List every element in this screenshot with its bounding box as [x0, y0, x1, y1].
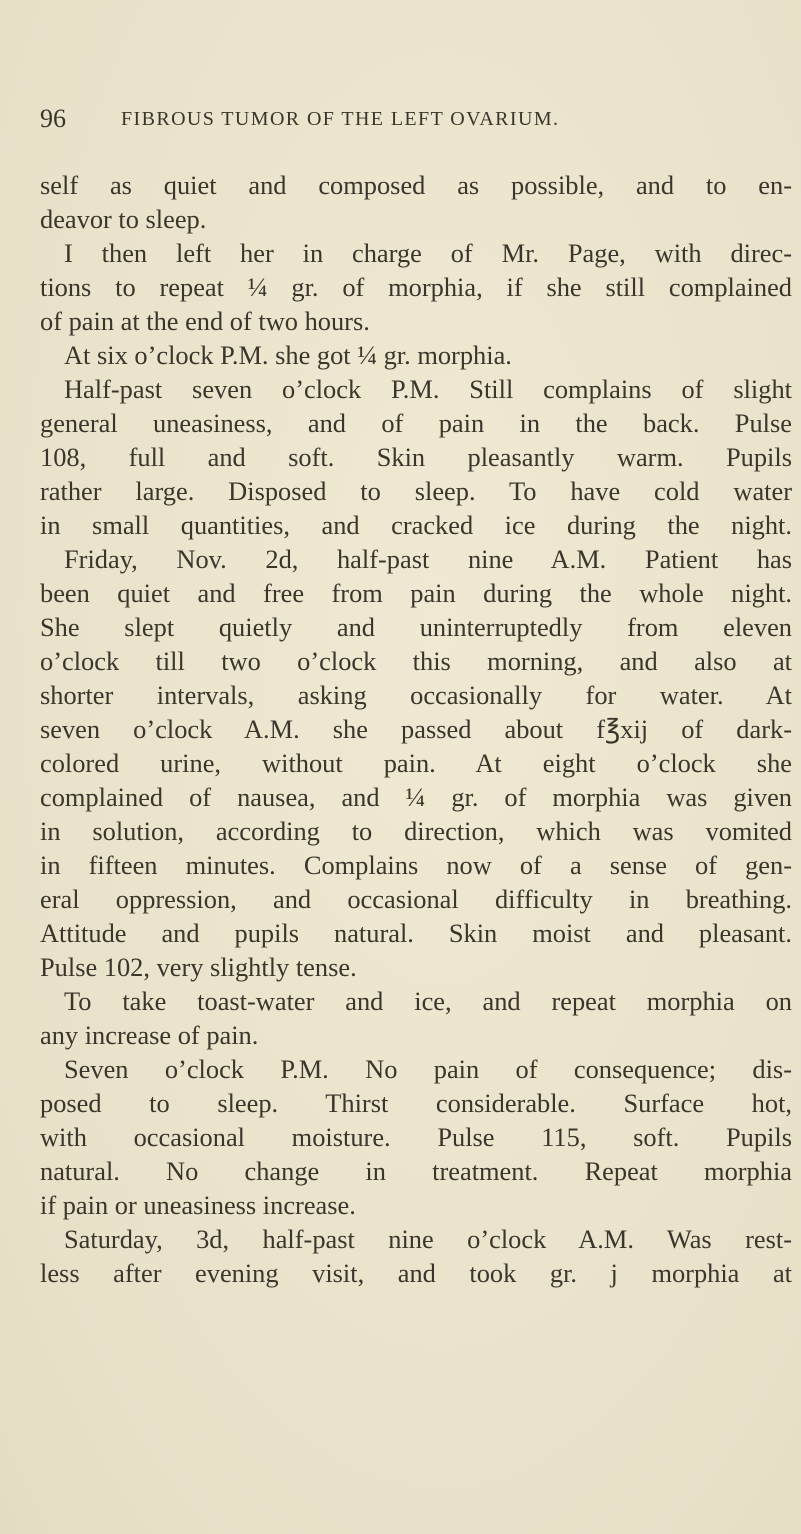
page-header — [40, 102, 760, 142]
text-line: natural. No change in treatment. Repeat morphia — [40, 1156, 792, 1186]
text-line: shorter intervals, asking occasionally for water. At — [40, 680, 792, 710]
text-line: colored urine, without pain. At eight o’clock she — [40, 748, 792, 778]
text-line: with occasional moisture. Pulse 115, soft. Pupils — [40, 1122, 792, 1152]
text-line: in solution, according to direction, which was vomited — [40, 816, 792, 846]
text-line: Friday, Nov. 2d, half-past nine A.M. Patient has — [64, 544, 792, 574]
text-line: Pulse 102, very slightly tense. — [40, 952, 357, 982]
text-line: tions to repeat ¼ gr. of morphia, if she still complained — [40, 272, 792, 302]
text-line: Half-past seven o’clock P.M. Still complains of slight — [64, 374, 792, 404]
text-line: She slept quietly and uninterruptedly from eleven — [40, 612, 792, 642]
text-line: I then left her in charge of Mr. Page, with direc- — [64, 238, 792, 268]
text-line: any increase of pain. — [40, 1020, 259, 1050]
text-line: Attitude and pupils natural. Skin moist and pleasant. — [40, 918, 792, 948]
text-line: eral oppression, and occasional difficulty in breathing. — [40, 884, 792, 914]
text-line: in fifteen minutes. Complains now of a sense of gen- — [40, 850, 792, 880]
text-line: complained of nausea, and ¼ gr. of morphia was given — [40, 782, 792, 812]
text-line: deavor to sleep. — [40, 204, 207, 234]
text-line: been quiet and free from pain during the whole night. — [40, 578, 792, 608]
text-line: less after evening visit, and took gr. j morphia at — [40, 1258, 792, 1288]
text-line: At six o’clock P.M. she got ¼ gr. morphia. — [64, 340, 512, 370]
text-line: if pain or uneasiness increase. — [40, 1190, 356, 1220]
text-line: self as quiet and composed as possible, and to en- — [40, 170, 792, 200]
text-line: posed to sleep. Thirst considerable. Surface hot, — [40, 1088, 792, 1118]
text-line: seven o’clock A.M. she passed about f℥xij of dark- — [40, 714, 792, 744]
text-line: general uneasiness, and of pain in the back. Pulse — [40, 408, 792, 438]
text-line: of pain at the end of two hours. — [40, 306, 370, 336]
text-line: o’clock till two o’clock this morning, and also at — [40, 646, 792, 676]
text-line: rather large. Disposed to sleep. To have cold water — [40, 476, 792, 506]
text-line: Seven o’clock P.M. No pain of consequence; dis- — [64, 1054, 792, 1084]
running-title: FIBROUS TUMOR OF THE LEFT OVARIUM. — [121, 108, 560, 130]
body-text — [40, 168, 792, 1290]
text-line: To take toast-water and ice, and repeat morphia on — [64, 986, 792, 1016]
text-line: Saturday, 3d, half-past nine o’clock A.M. Was rest- — [64, 1224, 792, 1254]
page-number: 96 — [40, 104, 66, 133]
text-line: 108, full and soft. Skin pleasantly warm. Pupils — [40, 442, 792, 472]
text-line: in small quantities, and cracked ice during the night. — [40, 510, 792, 540]
